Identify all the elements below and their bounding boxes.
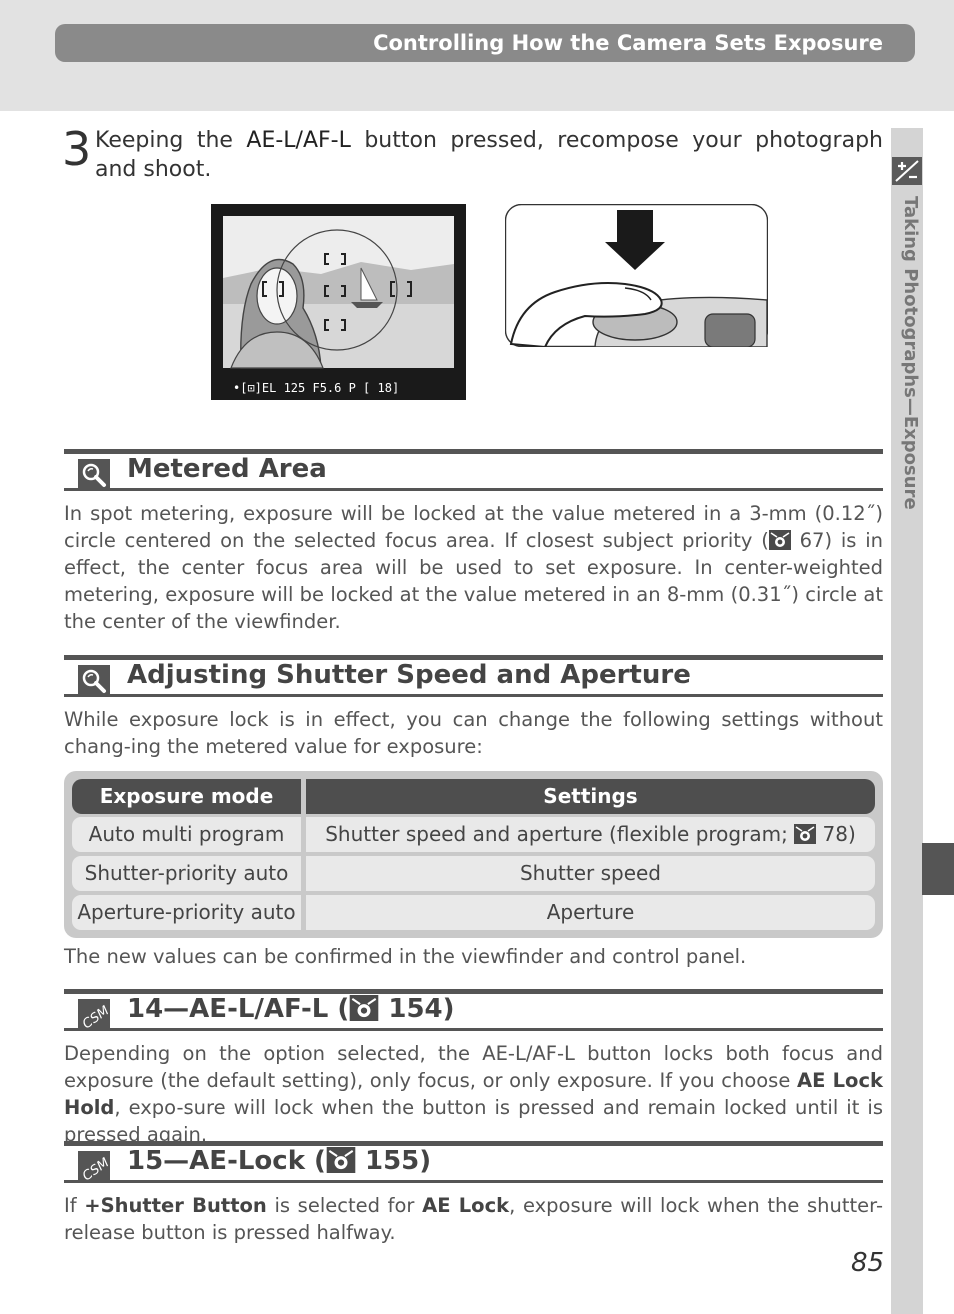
section-header-metered-area — [64, 449, 883, 491]
text-run: 67) is in effect, the center focus area will be used to set exposure. In center-weighted metering, exposure will be locked at the value metered in an 8-mm (0.31˝) circle at the center of the viewfinder. — [64, 529, 883, 633]
text-run: 15—AE-Lock ( — [127, 1146, 326, 1176]
table-cell-mode: Auto multi program — [72, 817, 301, 852]
section-header-csm15 — [64, 1141, 883, 1183]
csm-icon — [78, 999, 110, 1031]
page-reference-icon — [349, 995, 379, 1021]
chapter-title: Controlling How the Camera Sets Exposure — [373, 31, 883, 55]
button-name: AE-L/AF-L — [246, 128, 351, 153]
csm14-paragraph — [64, 1040, 883, 1148]
section-title — [127, 994, 455, 1024]
viewfinder-readout: •[⊡]EL 125 F5.6 P [ 18] — [233, 381, 400, 395]
page-number: 85 — [851, 1248, 885, 1278]
step-text-part: button pressed, recompose your photograph and shoot. — [95, 128, 883, 182]
text-run: Shutter speed and aperture (flexible program; — [325, 822, 795, 846]
adjusting-intro-paragraph: While exposure lock is in effect, you can change the following settings without chang-ing the metered value for exposure: — [64, 708, 883, 758]
table-row — [72, 856, 875, 891]
text-run: is selected for — [266, 1194, 423, 1217]
table-cell-mode: Shutter-priority auto — [72, 856, 301, 891]
table-row — [72, 895, 875, 930]
page-reference-icon — [769, 530, 791, 550]
text-run: , expo-sure will lock when the button is pressed and remain locked until it is pressed again. — [64, 1096, 883, 1146]
csm15-paragraph — [64, 1192, 883, 1246]
table-cell-settings: Aperture — [306, 895, 875, 930]
text-run: 78) — [816, 822, 856, 846]
option-name: AE Lock — [422, 1194, 510, 1217]
text-run: If — [64, 1194, 85, 1217]
table-header-row — [72, 779, 875, 814]
magnifier-note-icon — [78, 665, 110, 697]
table-cell-settings: Shutter speed — [306, 856, 875, 891]
section-header-csm14 — [64, 989, 883, 1031]
page-reference-icon — [326, 1147, 356, 1173]
side-section-label: Taking Photographs—Exposure — [900, 196, 921, 510]
step-text-part: Keeping the — [95, 128, 247, 153]
text-run: Depending on the option selected, the AE-L/AF-L button locks both focus and exposure (the default setting), only focus, or only exposure. If you choose — [64, 1042, 883, 1092]
header-band — [0, 0, 954, 111]
table-cell-mode: Aperture-priority auto — [72, 895, 301, 930]
column-header: Exposure mode — [72, 779, 301, 814]
chapter-thumb-tab — [922, 843, 954, 895]
section-header-adjusting — [64, 655, 883, 697]
adjusting-after-paragraph: The new values can be confirmed in the viewfinder and control panel. — [64, 945, 747, 968]
text-run: 154) — [379, 994, 455, 1024]
step-instruction — [95, 126, 883, 184]
text-run: , exposure will lock when the shutter-release button is pressed halfway. — [64, 1194, 883, 1244]
shutter-press-illustration — [505, 204, 768, 347]
option-name: +Shutter Button — [84, 1194, 267, 1217]
section-title: Adjusting Shutter Speed and Aperture — [127, 660, 691, 690]
metered-area-paragraph — [64, 500, 883, 635]
exposure-compensation-icon — [892, 157, 922, 185]
page-reference-icon — [794, 824, 816, 844]
text-run: 155) — [355, 1146, 432, 1176]
text-run: 14—AE-L/AF-L ( — [127, 994, 350, 1024]
exposure-settings-table — [64, 771, 883, 938]
table-row — [72, 817, 875, 852]
step-number: 3 — [62, 122, 92, 176]
viewfinder-illustration — [211, 204, 466, 400]
section-title: Metered Area — [127, 454, 327, 484]
chapter-header — [55, 24, 915, 62]
option-name: AE Lock Hold — [64, 1069, 883, 1119]
csm-icon — [78, 1151, 110, 1183]
table-cell-settings — [306, 817, 875, 852]
magnifier-note-icon — [78, 459, 110, 491]
column-header: Settings — [306, 779, 875, 814]
section-title — [127, 1146, 431, 1176]
text-run: In spot metering, exposure will be locked at the value metered in a 3-mm (0.12˝) circle centered on the selected focus area. If closest subject priority ( — [64, 502, 883, 552]
